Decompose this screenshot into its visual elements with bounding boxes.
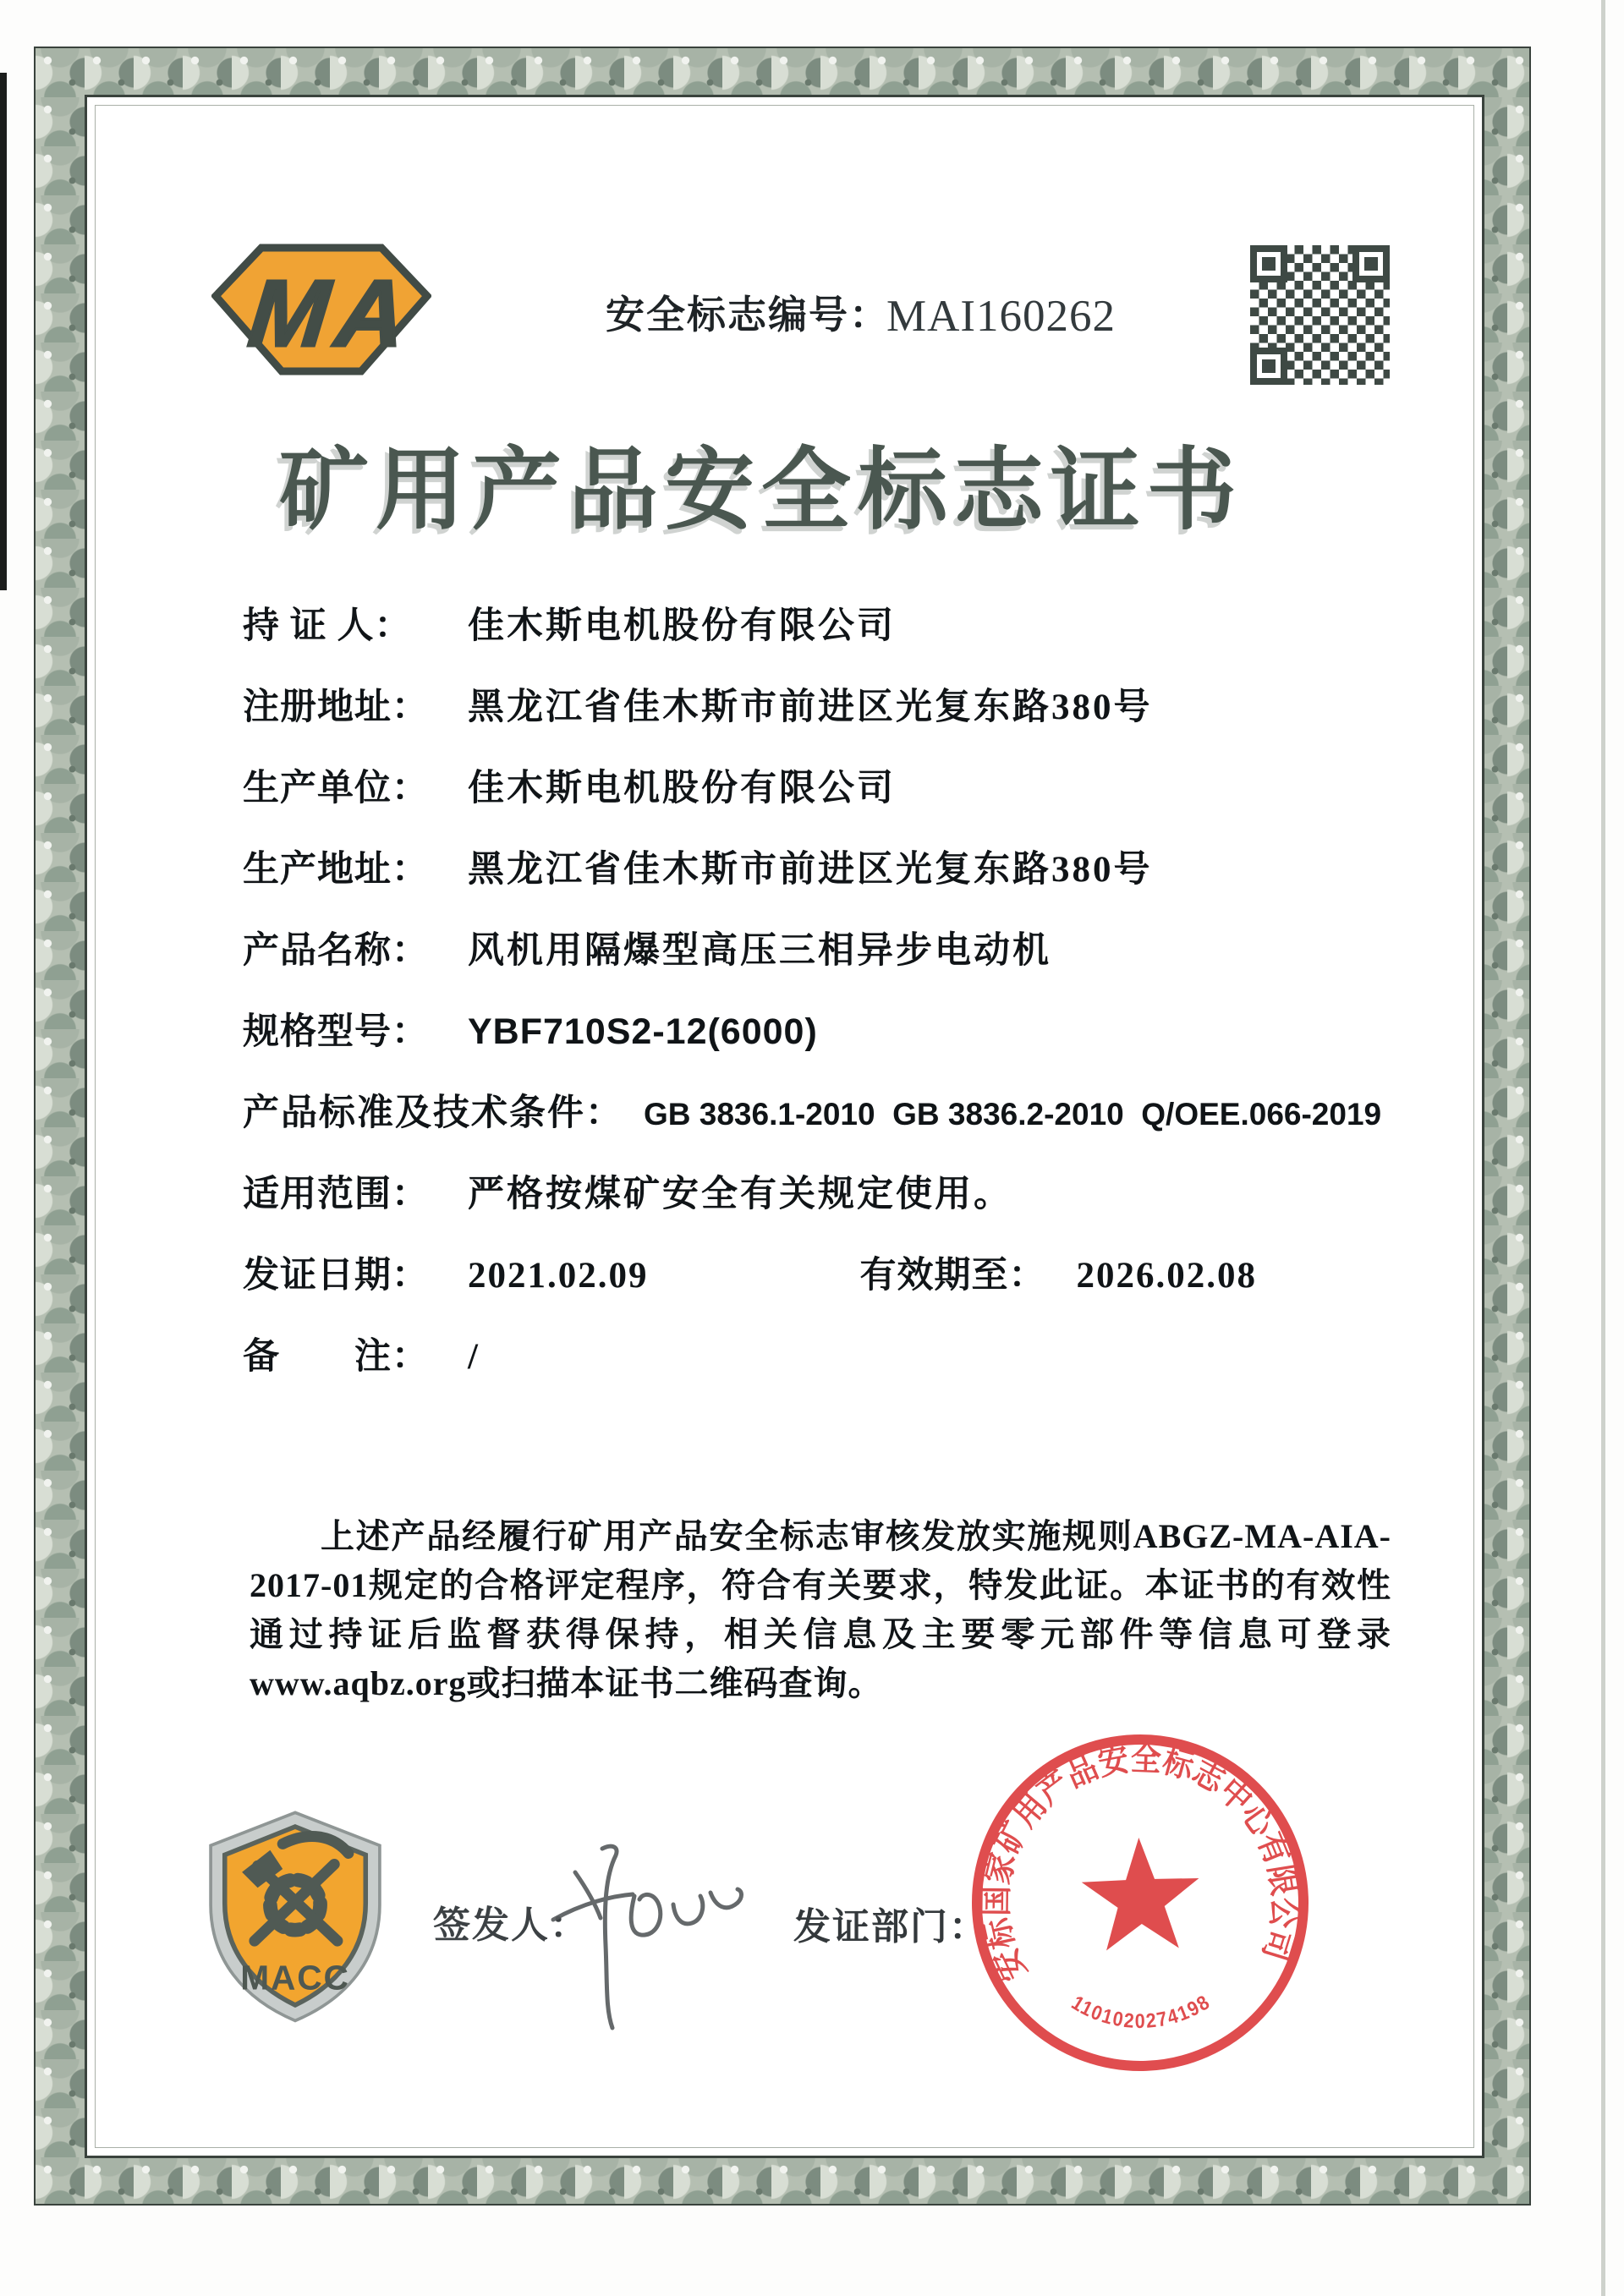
seal-number-text: 1101020274198	[1067, 1989, 1216, 2034]
certificate-fields	[243, 606, 1444, 1418]
seal-star-icon	[1080, 1836, 1201, 1952]
field-value: 黑龙江省佳木斯市前进区光复东路380号	[468, 850, 1153, 890]
field-label: 备 注：	[243, 1337, 429, 1377]
field-label: 产品名称：	[243, 931, 429, 971]
field-row-holder	[243, 606, 1444, 688]
qr-finder-icon	[1250, 348, 1287, 385]
cert-number-label: 安全标志编号：	[606, 293, 890, 337]
field-row-manufacturer	[243, 769, 1444, 850]
qr-code	[1250, 245, 1390, 385]
field-value: 黑龙江省佳木斯市前进区光复东路380号	[468, 688, 1153, 727]
ma-logo-icon	[211, 243, 431, 376]
issuer-label: 发证部门：	[793, 1906, 988, 1948]
field-value: 严格按煤矿安全有关规定使用。	[468, 1175, 1012, 1214]
field-value: 佳木斯电机股份有限公司	[468, 769, 896, 808]
field-label: 适用范围：	[243, 1175, 429, 1214]
svg-text:1101020274198	[1067, 1986, 1215, 2036]
expiry-label: 有效期至：	[859, 1256, 1046, 1296]
macc-logo-text: MACC	[240, 1958, 350, 1997]
field-value: 佳木斯电机股份有限公司	[468, 606, 896, 646]
field-row-reg-address	[243, 688, 1444, 769]
statement-paragraph: 上述产品经履行矿用产品安全标志审核发放实施规则ABGZ-MA-AIA-2017-01规定的合格评定程序，符合有关要求，特发此证。本证书的有效性通过持证后监督获得保持，相关信息及主要零元部件等信息可登录www.aqbz.org或扫描本证书二维码查询。	[250, 1517, 1391, 1702]
field-row-standards	[243, 1093, 1444, 1175]
signer-label: 签发人：	[433, 1904, 589, 1946]
seal-company-text: 安标国家矿用产品安全标志中心有限公司	[976, 1739, 1305, 1987]
field-value: GB 3836.1-2010 GB 3836.2-2010 Q/OEE.066-2019	[644, 1097, 1382, 1132]
field-label: 生产地址：	[243, 850, 429, 890]
field-value: /	[468, 1337, 480, 1377]
field-row-product-name	[243, 931, 1444, 1012]
field-row-prod-address	[243, 850, 1444, 931]
field-label: 规格型号：	[243, 1012, 429, 1052]
field-label: 持 证 人：	[243, 606, 412, 646]
field-label: 注册地址：	[243, 688, 429, 727]
ma-logo-text: MA	[244, 260, 411, 366]
field-row-dates	[243, 1256, 1444, 1337]
macc-shield-icon	[201, 1806, 389, 2025]
qr-finder-icon	[1352, 245, 1390, 282]
qr-finder-icon	[1250, 245, 1287, 282]
field-row-remarks	[243, 1337, 1444, 1418]
expiry-date-value: 2026.02.08	[1076, 1256, 1257, 1296]
field-value: YBF710S2-12(6000)	[468, 1011, 818, 1052]
handwritten-signature	[524, 1818, 795, 2063]
cert-number-value: MAI160262	[886, 292, 1116, 341]
field-label: 发证日期：	[243, 1256, 429, 1296]
official-seal	[963, 1725, 1318, 2080]
field-label: 生产单位：	[243, 769, 429, 808]
page-title: 矿用产品安全标志证书	[279, 441, 1243, 540]
field-label: 产品标准及技术条件：	[243, 1093, 623, 1133]
scan-artifact-right	[1601, 0, 1605, 2296]
field-value: 风机用隔爆型高压三相异步电动机	[468, 931, 1051, 971]
issue-date-value: 2021.02.09	[468, 1256, 649, 1296]
field-row-model	[243, 1012, 1444, 1093]
field-row-scope	[243, 1175, 1444, 1256]
